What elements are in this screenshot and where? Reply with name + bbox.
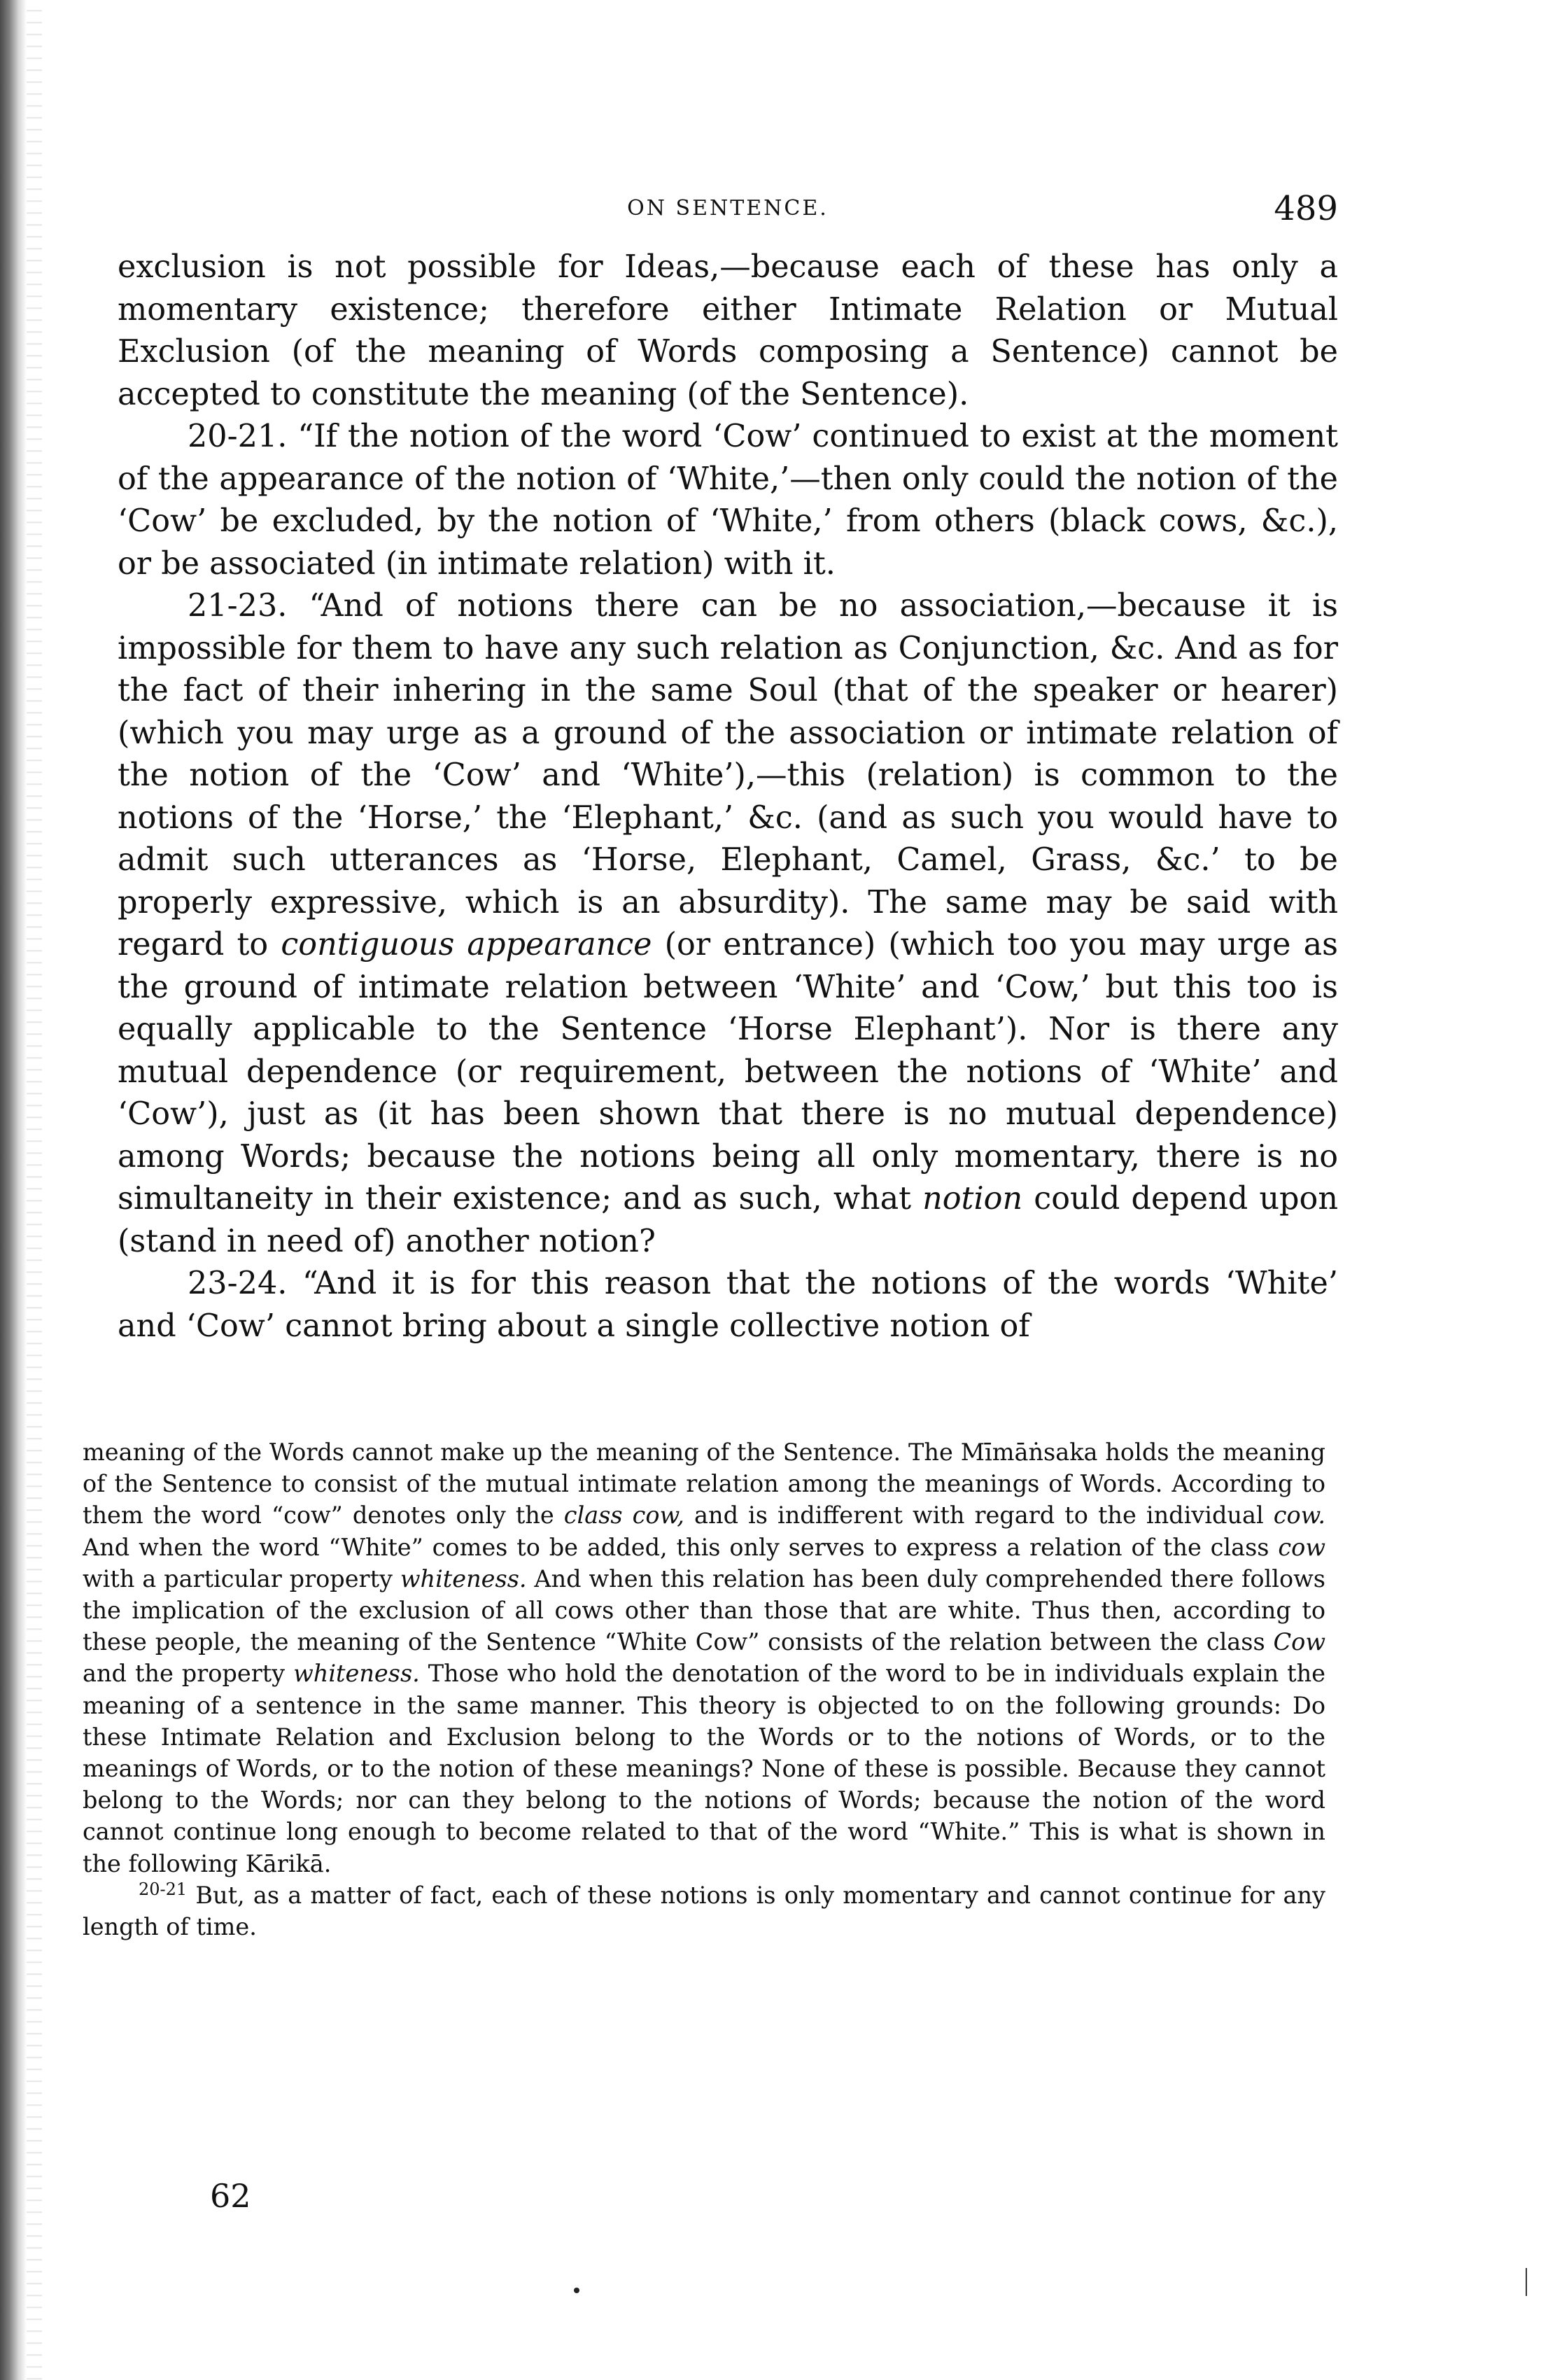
italic-phrase: contiguous appearance	[281, 927, 652, 962]
running-title: ON SENTENCE.	[627, 196, 829, 220]
scanned-page-edge-specks	[27, 0, 42, 2380]
paragraph-21-23-text: 21-23. “And of notions there can be no association,—because it is impossible for them to have any such relation as Conjunction, &c. And as for the fact of their inhering in the same Soul (that of the speaker or hearer) (which you may urge as a ground of the association or intimate relation of the notion of the ‘Cow’ and ‘White’),—this (relation) is common to the notions of the ‘Horse,’ the ‘Elephant,’ &c. (and as such you would have to admit such utterances as ‘Horse, Elephant, Camel, Grass, &c.’ to be properly expressive, which is an absurdity). The same may be said with regard to	[118, 588, 1338, 962]
footnote-text: and is indifferent with regard to the individual	[694, 1502, 1264, 1530]
paragraph-21-23-text-cont: (or entrance) (which too you may urge as the ground of intimate relation between ‘White’ and ‘Cow,’ but this too is equally applicable to the Sentence ‘Horse Elephant’). Nor is there any mutual dependence (or requirement, between the notions of ‘White’ and ‘Cow’), just as (it has been shown that there is no mutual dependence) among Words; because the notions being all only momentary, there is no simultaneity in their existence; and as such, what	[118, 927, 1339, 1217]
footnote-marker: 20-21	[139, 1879, 188, 1899]
footnote-text: And when the word “White” comes to be added, this only serves to express a relation of the class	[83, 1533, 1269, 1561]
page-number: 489	[1274, 189, 1338, 228]
footnote-italic: whiteness.	[400, 1564, 527, 1592]
footnote-text: and the property	[83, 1660, 286, 1688]
footnotes	[83, 1436, 1325, 1942]
footnote-italic: Cow	[1273, 1628, 1325, 1656]
footnote-continuation	[83, 1436, 1325, 1879]
main-text	[118, 246, 1338, 1348]
footnote-text: meaning of the Words cannot make up the meaning of the Sentence. The Mīmāṅsaka holds the meaning of the Sentence to consist of the mutual intimate relation among the meanings of Words. According to them the word “cow” denotes only the	[83, 1438, 1325, 1530]
footnote-italic: cow.	[1273, 1502, 1326, 1530]
paragraph-continuation: exclusion is not possible for Ideas,—because each of these has only a momentary existence; therefore either Intimate Relation or Mutual Exclusion (of the meaning of Words composing a Sentence) cannot be accepted to constitute the meaning (of the Sentence).	[118, 249, 1338, 412]
paragraph-20-21: 20-21. “If the notion of the word ‘Cow’ continued to exist at the moment of the appearance of the notion of ‘White,’—then only could the notion of the ‘Cow’ be excluded, by the notion of ‘White,’ from others (black cows, &c.), or be associated (in intimate relation) with it.	[118, 419, 1338, 582]
footnote-text: Those who hold the denotation of the word to be in individuals explain the meaning of a sentence in the same manner. This theory is objected to on the following grounds: Do these Intimate Relation and Exclusion belong to the Words or to the notions of Words, or to the meanings of Words, or to the notion of these meanings? None of these is possible. Because they cannot belong to the Words; nor can they belong to the notions of Words; because the notion of the word cannot continue long enough to become related to that of the word “White.” This is what is shown in the following Kārikā.	[83, 1660, 1325, 1877]
footnote-text: And when this relation has been duly comprehended there follows the implication of the exclusion of all cows other than those that are white. Thus then, according to these people, the meaning of the Sentence “White Cow” consists of the relation between the class	[83, 1564, 1325, 1656]
footnote-20-21-text: But, as a matter of fact, each of these notions is only momentary and cannot continue for any length of time.	[83, 1881, 1325, 1941]
ink-speck	[574, 2288, 579, 2293]
italic-word: notion	[922, 1181, 1023, 1217]
footnote-italic: whiteness.	[293, 1660, 420, 1688]
paragraph-21-23-text-end: could depend upon (stand in need of) another notion?	[118, 1181, 1338, 1259]
footnote-italic: class cow,	[563, 1502, 684, 1530]
running-head	[118, 189, 1338, 231]
printer-signature-mark: 62	[210, 2177, 251, 2215]
scan-margin-mark	[1526, 2268, 1527, 2296]
paragraph-21-23	[118, 585, 1338, 1263]
footnote-20-21	[83, 1879, 1325, 1942]
footnote-text: with a particular property	[83, 1564, 393, 1592]
scanned-page-edge	[0, 0, 27, 2380]
paragraph-23-24: 23-24. “And it is for this reason that the notions of the words ‘White’ and ‘Cow’ cannot bring about a single collective notion of	[118, 1266, 1338, 1344]
footnote-italic: cow	[1278, 1533, 1325, 1561]
